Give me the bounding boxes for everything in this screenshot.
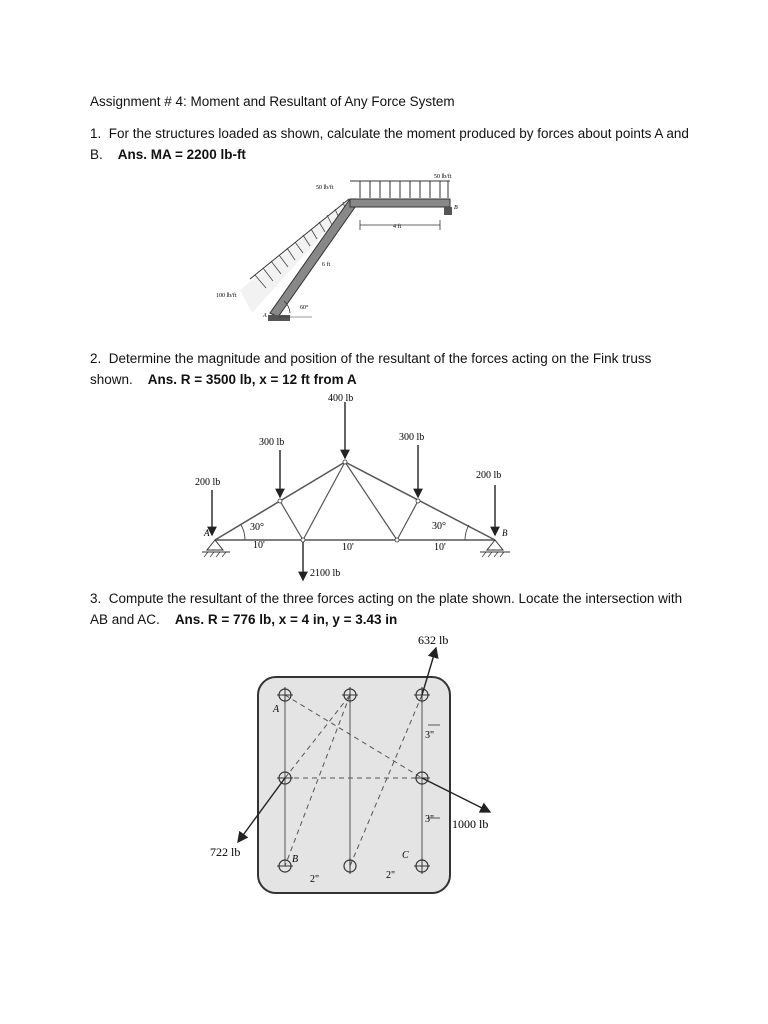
fig2-force-left-end-label: 200 lb	[195, 477, 221, 488]
fig3-force-top-label: 632 lb	[418, 633, 449, 647]
problem-1-answer: Ans. MA = 2200 lb-ft	[117, 147, 246, 162]
fig2-angle-left-label: 30°	[250, 522, 264, 533]
fig3-point-c-label: C	[402, 850, 409, 861]
fig1-point-a-label: A	[263, 313, 267, 319]
fig2-span-2-label: 10'	[342, 542, 354, 553]
fig1-point-b-label: B	[454, 205, 458, 211]
fig3-dim-vertical-2-label: 3"	[425, 814, 435, 825]
fig3-dim-vertical-1-label: 3"	[425, 730, 435, 741]
fig1-load-left-top-label: 50 lb/ft	[316, 185, 334, 191]
fig1-angle-label: 60°	[300, 305, 309, 311]
fig2-force-right-mid-label: 300 lb	[399, 432, 425, 443]
figure-1-beam	[200, 165, 490, 335]
problem-1-text: For the structures loaded as shown, calculate the moment produced by forces about points A and B.	[90, 126, 689, 162]
figure-2-fink-truss	[190, 390, 530, 590]
fig2-force-top-label: 400 lb	[328, 393, 354, 404]
problem-3-answer: Ans. R = 776 lb, x = 4 in, y = 3.43 in	[174, 612, 398, 627]
assignment-title: Assignment # 4: Moment and Resultant of Any Force System	[90, 94, 455, 109]
fig3-force-left-label: 722 lb	[210, 845, 241, 859]
figure-3-plate	[200, 630, 520, 905]
problem-2	[90, 348, 690, 390]
fig1-load-right-label: 50 lb/ft	[434, 174, 452, 180]
fig3-force-right-label: 1000 lb	[452, 817, 489, 831]
fig2-angle-right-label: 30°	[432, 521, 446, 532]
fig3-dim-horizontal-1-label: 2"	[310, 874, 320, 885]
fig2-span-1-label: 10'	[253, 540, 265, 551]
fig3-point-a-label: A	[273, 704, 280, 715]
problem-3	[90, 588, 690, 630]
problem-1	[90, 123, 690, 165]
fig2-force-left-mid-label: 300 lb	[259, 437, 285, 448]
fig2-point-b-label: B	[502, 528, 508, 538]
problem-2-answer: Ans. R = 3500 lb, x = 12 ft from A	[147, 372, 357, 387]
fig2-force-bottom-label: 2100 lb	[310, 568, 341, 579]
fig1-length-horizontal-label: 4 ft	[393, 224, 402, 230]
problem-2-number: 2.	[90, 351, 102, 366]
fig3-point-b-label: B	[292, 854, 299, 865]
fig1-length-incline-label: 6 ft	[322, 262, 331, 268]
problem-2-text: Determine the magnitude and position of the resultant of the forces acting on the Fink truss shown.	[90, 351, 652, 387]
fig1-load-left-bottom-label: 100 lb/ft	[216, 293, 237, 299]
fig2-point-a-label: A	[204, 528, 210, 538]
fig3-dim-horizontal-2-label: 2"	[386, 870, 396, 881]
problem-3-text: Compute the resultant of the three forces acting on the plate shown. Locate the intersection with AB and AC.	[90, 591, 683, 627]
problem-1-number: 1.	[90, 126, 102, 141]
fig2-force-right-end-label: 200 lb	[476, 470, 502, 481]
fig2-span-3-label: 10'	[434, 542, 446, 553]
problem-3-number: 3.	[90, 591, 102, 606]
